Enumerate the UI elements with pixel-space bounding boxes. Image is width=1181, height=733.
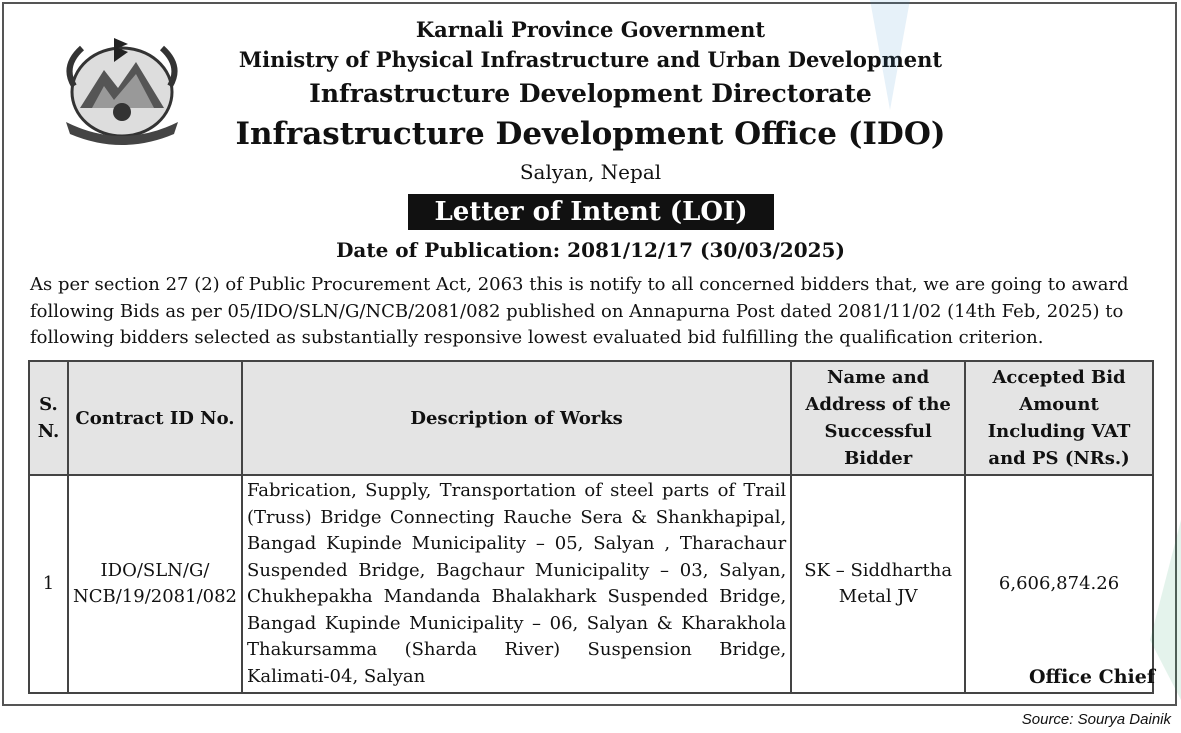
- directorate-name: Infrastructure Development Directorate: [309, 79, 872, 108]
- cell-contract-id: IDO/SLN/G/ NCB/19/2081/082: [68, 475, 242, 693]
- header-bidder: Name and Address of the Successful Bidder: [791, 361, 965, 475]
- notice-title: Letter of Intent (LOI): [408, 194, 774, 230]
- header-contract-id: Contract ID No.: [68, 361, 242, 475]
- intro-line: following bidders selected as substantially responsive lowest evaluated bid fulfilling the qualification criterion.: [30, 327, 1044, 348]
- office-location: Salyan, Nepal: [519, 160, 662, 184]
- cell-bidder: SK – Siddhartha Metal JV: [791, 475, 965, 693]
- award-table: [28, 360, 1154, 694]
- table-row: [29, 475, 1153, 693]
- table-header-row: [29, 361, 1153, 475]
- header-description: Description of Works: [242, 361, 791, 475]
- office-name: Infrastructure Development Office (IDO): [235, 116, 946, 152]
- cell-sn: 1: [29, 475, 68, 693]
- intro-line: following Bids as per 05/IDO/SLN/G/NCB/2081/082 published on Annapurna Post dated 2081/11/02 (14th Feb, 2025) to: [30, 300, 1124, 322]
- header-sn: S. N.: [29, 361, 68, 475]
- ministry-name: Ministry of Physical Infrastructure and Urban Development: [238, 47, 943, 72]
- cell-amount: 6,606,874.26: [965, 475, 1153, 693]
- source-credit: Source: Sourya Dainik: [1021, 711, 1171, 728]
- province-name: Karnali Province Government: [415, 17, 766, 42]
- publication-date: Date of Publication: 2081/12/17 (30/03/2025): [336, 238, 845, 262]
- signature-office-chief: Office Chief: [1028, 666, 1155, 688]
- intro-line: As per section 27 (2) of Public Procurement Act, 2063 this is notify to all concerned bidders that, we are going to award: [30, 274, 1129, 295]
- header-amount: Accepted Bid Amount Including VAT and PS (NRs.): [965, 361, 1153, 475]
- intro-paragraph: [30, 272, 1155, 352]
- cell-description: Fabrication, Supply, Transportation of steel parts of Trail (Truss) Bridge Connecting Rauche Sera & Shankhapipal, Bangad Kupinde Municipality – 05, Salyan , Tharachaur Suspended Bridge, Bagchaur Municipality – 03, Salyan, Chukhepakha Mandanda Bhalakhark Suspended Bridge, Bangad Kupinde Municipality – 06, Salyan & Kharakhola Thakursamma (Sharda River) Suspension Bridge, Kalimati-04, Salyan: [242, 475, 791, 693]
